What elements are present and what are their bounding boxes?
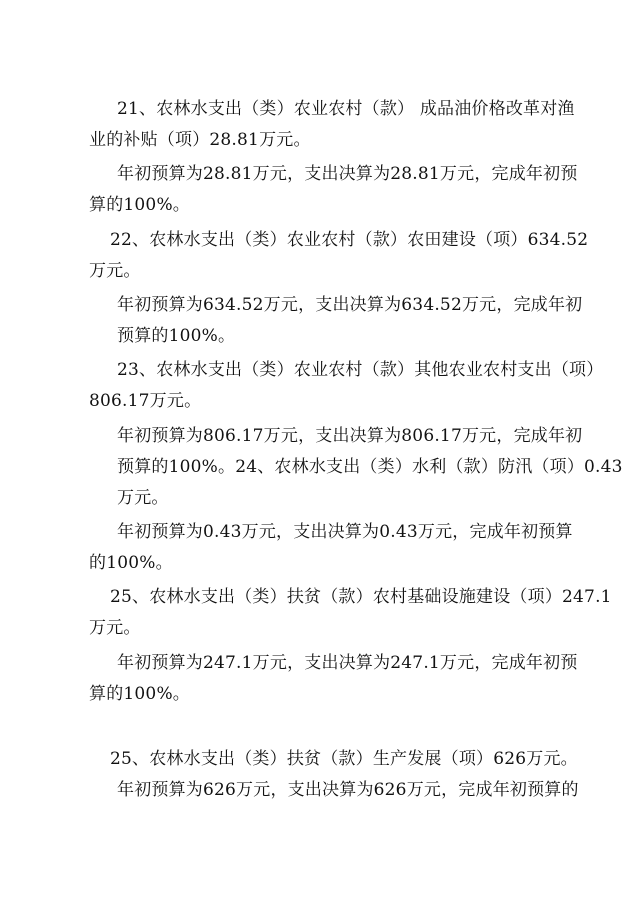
text-line: 年初预算为626万元，支出决算为626万元，完成年初预算的 xyxy=(117,780,579,800)
text-line: 22、农林水支出（类）农业农村（款）农田建设（项）634.52 xyxy=(110,230,589,250)
text-line: 21、农林水支出（类）农业农村（款） 成品油价格改革对渔 xyxy=(117,99,575,119)
text-line: 年初预算为247.1万元，支出决算为247.1万元，完成年初预 xyxy=(117,653,578,673)
text-line: 年初预算为0.43万元，支出决算为0.43万元，完成年初预算 xyxy=(117,522,573,542)
text-line: 算的100%。 xyxy=(89,195,191,215)
text-line: 预算的100%。 xyxy=(117,326,236,346)
text-line: 万元。 xyxy=(89,618,141,638)
text-line: 23、农林水支出（类）农业农村（款）其他农业农村支出（项） xyxy=(117,360,604,380)
text-line: 25、农林水支出（类）扶贫（款）农村基础设施建设（项）247.1 xyxy=(110,587,612,607)
text-line: 预算的100%。24、农林水支出（类）水利（款）防汛（项）0.43 xyxy=(117,457,623,477)
text-line: 806.17万元。 xyxy=(89,391,202,411)
text-line: 年初预算为634.52万元，支出决算为634.52万元，完成年初 xyxy=(117,295,583,315)
text-line: 算的100%。 xyxy=(89,684,191,704)
text-line: 万元。 xyxy=(89,261,141,281)
text-line: 年初预算为806.17万元，支出决算为806.17万元，完成年初 xyxy=(117,426,583,446)
text-line: 万元。 xyxy=(117,488,169,508)
text-line: 业的补贴（项）28.81万元。 xyxy=(89,130,311,150)
text-line: 25、农林水支出（类）扶贫（款）生产发展（项）626万元。 xyxy=(110,749,578,769)
text-line: 的100%。 xyxy=(89,553,173,573)
text-line: 年初预算为28.81万元，支出决算为28.81万元，完成年初预 xyxy=(117,164,578,184)
